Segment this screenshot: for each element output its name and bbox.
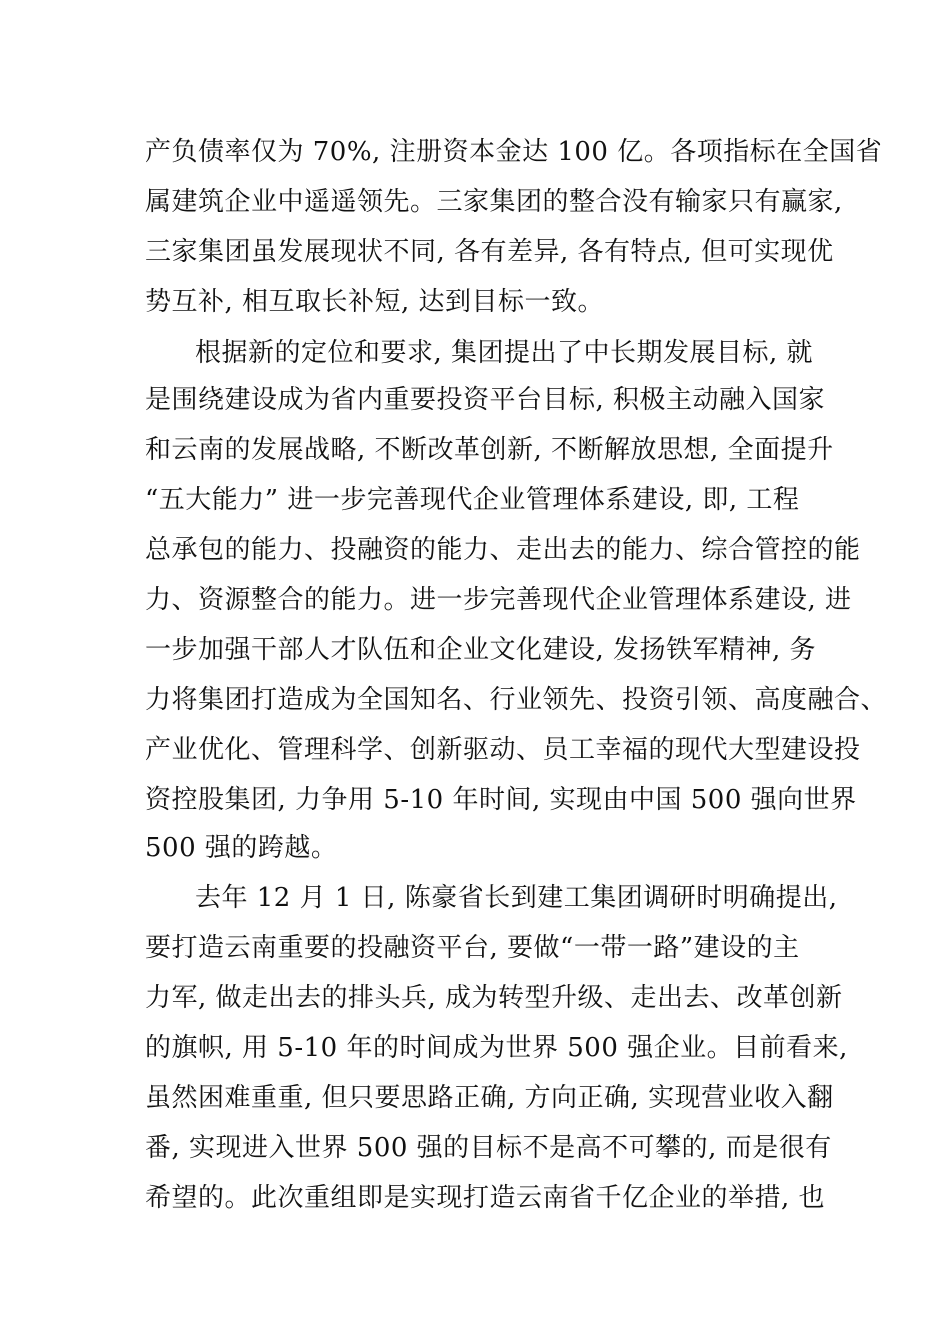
text-line: 产负债率仅为 70%, 注册资本金达 100 亿。各项指标在全国省 [145, 137, 883, 167]
text-line: 资控股集团, 力争用 5-10 年时间, 实现由中国 500 强向世界 [145, 785, 857, 815]
text-line: 力军, 做走出去的排头兵, 成为转型升级、走出去、改革创新 [145, 983, 843, 1013]
text-line: 力、资源整合的能力。进一步完善现代企业管理体系建设, 进 [145, 585, 852, 615]
text-line: 是围绕建设成为省内重要投资平台目标, 积极主动融入国家 [145, 385, 826, 415]
text-line: 一步加强干部人才队伍和企业文化建设, 发扬铁军精神, 务 [145, 635, 817, 665]
paragraph-first-line: 去年 12 月 1 日, 陈豪省长到建工集团调研时明确提出, [195, 883, 838, 913]
text-line: 产业优化、管理科学、创新驱动、员工幸福的现代大型建设投 [145, 735, 861, 765]
paragraph-first-line: 根据新的定位和要求, 集团提出了中长期发展目标, 就 [195, 338, 814, 368]
text-line: 500 强的跨越。 [145, 833, 338, 863]
text-line: 番, 实现进入世界 500 强的目标不是高不可攀的, 而是很有 [145, 1133, 832, 1163]
text-line: 的旗帜, 用 5-10 年的时间成为世界 500 强企业。目前看来, [145, 1033, 848, 1063]
text-line: 力将集团打造成为全国知名、行业领先、投资引领、高度融合、 [145, 685, 888, 715]
text-line: 希望的。此次重组即是实现打造云南省千亿企业的举措, 也 [145, 1183, 826, 1213]
text-line: 虽然困难重重, 但只要思路正确, 方向正确, 实现营业收入翻 [145, 1083, 834, 1113]
text-line: 三家集团虽发展现状不同, 各有差异, 各有特点, 但可实现优 [145, 237, 834, 267]
text-line: 势互补, 相互取长补短, 达到目标一致。 [145, 287, 605, 317]
text-line: 总承包的能力、投融资的能力、走出去的能力、综合管控的能 [145, 535, 861, 565]
text-line: “五大能力” 进一步完善现代企业管理体系建设, 即, 工程 [145, 485, 800, 515]
text-line: 属建筑企业中遥遥领先。三家集团的整合没有输家只有赢家, [145, 187, 843, 217]
text-line: 要打造云南重要的投融资平台, 要做“一带一路”建设的主 [145, 933, 800, 963]
text-line: 和云南的发展战略, 不断改革创新, 不断解放思想, 全面提升 [145, 435, 834, 465]
